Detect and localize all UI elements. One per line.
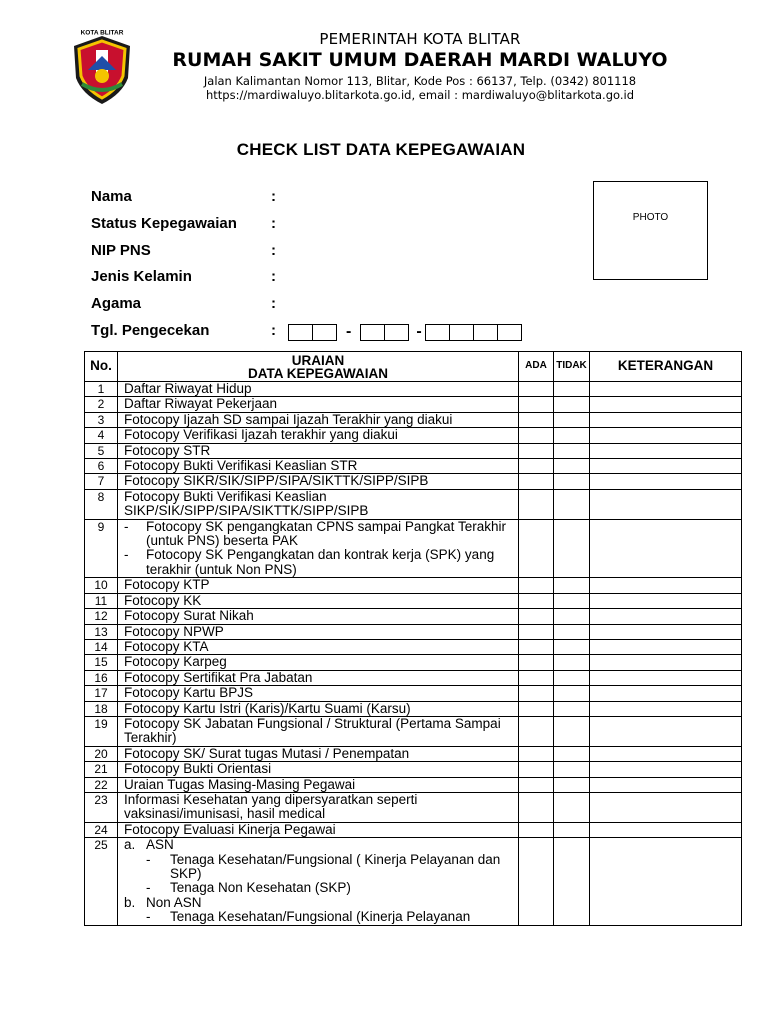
row-text: Fotocopy Sertifikat Pra Jabatan xyxy=(124,669,313,685)
ada-checkbox-cell[interactable] xyxy=(519,578,554,593)
tidak-checkbox-cell[interactable] xyxy=(554,838,590,925)
field-colon: : xyxy=(271,268,276,285)
field-colon: : xyxy=(271,242,276,259)
row-subitem xyxy=(124,853,518,882)
ada-checkbox-cell[interactable] xyxy=(519,777,554,792)
subitem-text: Fotocopy SK Pengangkatan dan kontrak kerja (SPK) yang terakhir (untuk Non PNS) xyxy=(146,547,495,577)
keterangan-cell[interactable] xyxy=(590,459,742,474)
row-number: 19 xyxy=(85,716,118,746)
row-number: 8 xyxy=(85,489,118,519)
field-label-nip: NIP PNS xyxy=(91,242,151,259)
subitem-text: Tenaga Non Kesehatan (SKP) xyxy=(170,880,351,896)
table-row xyxy=(85,686,742,701)
tidak-checkbox-cell[interactable] xyxy=(554,412,590,427)
photo-box xyxy=(593,181,708,280)
photo-label: PHOTO xyxy=(632,212,669,223)
row-description xyxy=(118,624,519,639)
keterangan-cell[interactable] xyxy=(590,443,742,458)
row-subitem xyxy=(124,881,518,895)
keterangan-cell[interactable] xyxy=(590,655,742,670)
row-number: 14 xyxy=(85,639,118,654)
tidak-checkbox-cell[interactable] xyxy=(554,716,590,746)
table-row xyxy=(85,459,742,474)
table-row xyxy=(85,838,742,925)
row-description xyxy=(118,701,519,716)
table-row xyxy=(85,397,742,412)
row-number: 24 xyxy=(85,822,118,837)
field-colon: : xyxy=(271,322,276,339)
keterangan-cell[interactable] xyxy=(590,397,742,412)
tidak-checkbox-cell[interactable] xyxy=(554,670,590,685)
ada-checkbox-cell[interactable] xyxy=(519,686,554,701)
row-text: Fotocopy Ijazah SD sampai Ijazah Terakhir yang diakui xyxy=(124,411,453,427)
row-number: 16 xyxy=(85,670,118,685)
keterangan-cell[interactable] xyxy=(590,822,742,837)
header-uraian xyxy=(118,352,519,382)
ada-checkbox-cell[interactable] xyxy=(519,609,554,624)
row-description xyxy=(118,397,519,412)
subitem-dash: - xyxy=(146,880,151,896)
field-colon: : xyxy=(271,188,276,205)
row-number: 15 xyxy=(85,655,118,670)
row-text: Fotocopy SK/ Surat tugas Mutasi / Penempatan xyxy=(124,745,410,761)
group-text: ASN xyxy=(146,837,174,853)
keterangan-cell[interactable] xyxy=(590,578,742,593)
tidak-checkbox-cell[interactable] xyxy=(554,519,590,578)
row-description xyxy=(118,474,519,489)
table-row xyxy=(85,701,742,716)
date-box[interactable] xyxy=(473,324,498,341)
ada-checkbox-cell[interactable] xyxy=(519,397,554,412)
row-number: 5 xyxy=(85,443,118,458)
header-keterangan: KETERANGAN xyxy=(590,352,742,382)
tidak-checkbox-cell[interactable] xyxy=(554,578,590,593)
row-description xyxy=(118,670,519,685)
row-number: 3 xyxy=(85,412,118,427)
row-description xyxy=(118,716,519,746)
header-no: No. xyxy=(85,352,118,382)
row-subitem xyxy=(124,910,518,924)
subitem-dash: - xyxy=(124,518,129,534)
keterangan-cell[interactable] xyxy=(590,639,742,654)
tidak-checkbox-cell[interactable] xyxy=(554,609,590,624)
tidak-checkbox-cell[interactable] xyxy=(554,777,590,792)
row-description xyxy=(118,792,519,822)
hospital-address: Jalan Kalimantan Nomor 113, Blitar, Kode Pos : 66137, Telp. (0342) 801118 xyxy=(203,74,637,88)
row-description xyxy=(118,578,519,593)
row-number: 18 xyxy=(85,701,118,716)
row-text: Fotocopy Bukti Verifikasi Keaslian STR xyxy=(124,458,358,474)
row-number: 7 xyxy=(85,474,118,489)
row-number: 10 xyxy=(85,578,118,593)
tidak-checkbox-cell[interactable] xyxy=(554,701,590,716)
ada-checkbox-cell[interactable] xyxy=(519,489,554,519)
table-row xyxy=(85,639,742,654)
row-description xyxy=(118,609,519,624)
row-text: Fotocopy KTP xyxy=(124,577,210,593)
row-description xyxy=(118,686,519,701)
row-number: 20 xyxy=(85,746,118,761)
keterangan-cell[interactable] xyxy=(590,489,742,519)
header-uraian-line1: URAIAN xyxy=(291,352,345,368)
keterangan-cell[interactable] xyxy=(590,593,742,608)
row-text: Fotocopy SK Jabatan Fungsional / Struktural (Pertama Sampai Terakhir) xyxy=(124,715,501,746)
date-box[interactable] xyxy=(384,324,409,341)
row-description xyxy=(118,443,519,458)
keterangan-cell[interactable] xyxy=(590,701,742,716)
header-ada: ADA xyxy=(519,352,554,382)
field-label-status: Status Kepegawaian xyxy=(91,215,237,232)
tidak-checkbox-cell[interactable] xyxy=(554,382,590,397)
row-description xyxy=(118,459,519,474)
row-description xyxy=(118,746,519,761)
government-name: PEMERINTAH KOTA BLITAR xyxy=(319,30,521,48)
letterhead xyxy=(150,30,690,102)
date-box[interactable] xyxy=(312,324,337,341)
ada-checkbox-cell[interactable] xyxy=(519,639,554,654)
ada-checkbox-cell[interactable] xyxy=(519,655,554,670)
tidak-checkbox-cell[interactable] xyxy=(554,443,590,458)
tidak-checkbox-cell[interactable] xyxy=(554,822,590,837)
tidak-checkbox-cell[interactable] xyxy=(554,746,590,761)
keterangan-cell[interactable] xyxy=(590,762,742,777)
subitem-dash: - xyxy=(124,547,129,563)
row-number: 9 xyxy=(85,519,118,578)
tidak-checkbox-cell[interactable] xyxy=(554,792,590,822)
row-text: Fotocopy Verifikasi Ijazah terakhir yang diakui xyxy=(124,427,398,443)
row-text: Fotocopy SIKR/SIK/SIPP/SIPA/SIKTTK/SIPP/SIPB xyxy=(124,473,429,489)
row-number: 22 xyxy=(85,777,118,792)
row-description xyxy=(118,838,519,925)
tidak-checkbox-cell[interactable] xyxy=(554,397,590,412)
ada-checkbox-cell[interactable] xyxy=(519,670,554,685)
tidak-checkbox-cell[interactable] xyxy=(554,686,590,701)
tidak-checkbox-cell[interactable] xyxy=(554,459,590,474)
subitem-text: Tenaga Kesehatan/Fungsional ( Kinerja Pelayanan dan SKP) xyxy=(170,851,501,881)
row-description xyxy=(118,489,519,519)
row-number: 21 xyxy=(85,762,118,777)
table-row xyxy=(85,474,742,489)
table-row xyxy=(85,792,742,822)
row-text: Fotocopy Bukti Verifikasi Keaslian SIKP/SIK/SIPP/SIPA/SIKTTK/SIPP/SIPB xyxy=(124,488,369,519)
keterangan-cell[interactable] xyxy=(590,382,742,397)
tidak-checkbox-cell[interactable] xyxy=(554,624,590,639)
tidak-checkbox-cell[interactable] xyxy=(554,639,590,654)
row-text: Fotocopy KTA xyxy=(124,638,209,654)
ada-checkbox-cell[interactable] xyxy=(519,762,554,777)
document-title: CHECK LIST DATA KEPEGAWAIAN xyxy=(236,140,526,159)
row-text: Fotocopy STR xyxy=(124,442,211,458)
ada-checkbox-cell[interactable] xyxy=(519,822,554,837)
row-number: 4 xyxy=(85,428,118,443)
hospital-web-email: https://mardiwaluyo.blitarkota.go.id, email : mardiwaluyo@blitarkota.go.id xyxy=(206,88,634,102)
ada-checkbox-cell[interactable] xyxy=(519,746,554,761)
table-row xyxy=(85,822,742,837)
date-box[interactable] xyxy=(360,324,385,341)
ada-checkbox-cell[interactable] xyxy=(519,519,554,578)
table-row xyxy=(85,670,742,685)
keterangan-cell[interactable] xyxy=(590,670,742,685)
group-text: Non ASN xyxy=(146,894,202,910)
table-row xyxy=(85,382,742,397)
row-number: 12 xyxy=(85,609,118,624)
row-text: Fotocopy Kartu Istri (Karis)/Kartu Suami (Karsu) xyxy=(124,700,411,716)
row-description xyxy=(118,519,519,578)
keterangan-cell[interactable] xyxy=(590,746,742,761)
table-row xyxy=(85,578,742,593)
date-box[interactable] xyxy=(497,324,522,341)
row-description xyxy=(118,593,519,608)
field-label-nama: Nama xyxy=(91,188,132,205)
table-row xyxy=(85,762,742,777)
row-description xyxy=(118,655,519,670)
ada-checkbox-cell[interactable] xyxy=(519,624,554,639)
row-text: Daftar Riwayat Pekerjaan xyxy=(124,396,278,412)
tidak-checkbox-cell[interactable] xyxy=(554,489,590,519)
row-text: Fotocopy Karpeg xyxy=(124,654,227,670)
keterangan-cell[interactable] xyxy=(590,624,742,639)
subitem-text: Tenaga Kesehatan/Fungsional (Kinerja Pelayanan xyxy=(170,909,471,925)
row-number: 6 xyxy=(85,459,118,474)
keterangan-cell[interactable] xyxy=(590,777,742,792)
row-number: 2 xyxy=(85,397,118,412)
group-label: b. xyxy=(124,894,136,910)
tidak-checkbox-cell[interactable] xyxy=(554,428,590,443)
table-row xyxy=(85,624,742,639)
keterangan-cell[interactable] xyxy=(590,716,742,746)
ada-checkbox-cell[interactable] xyxy=(519,459,554,474)
date-input-boxes xyxy=(288,323,522,341)
table-row xyxy=(85,489,742,519)
row-description xyxy=(118,428,519,443)
date-separator: - xyxy=(346,323,352,340)
row-group xyxy=(124,838,518,852)
ada-checkbox-cell[interactable] xyxy=(519,382,554,397)
ada-checkbox-cell[interactable] xyxy=(519,443,554,458)
row-text: Fotocopy KK xyxy=(124,592,202,608)
keterangan-cell[interactable] xyxy=(590,428,742,443)
table-row xyxy=(85,609,742,624)
keterangan-cell[interactable] xyxy=(590,412,742,427)
subitem-dash: - xyxy=(146,851,151,867)
ada-checkbox-cell[interactable] xyxy=(519,838,554,925)
row-text: Uraian Tugas Masing-Masing Pegawai xyxy=(124,776,356,792)
row-subitem xyxy=(124,520,518,549)
row-description xyxy=(118,639,519,654)
table-row xyxy=(85,746,742,761)
tidak-checkbox-cell[interactable] xyxy=(554,762,590,777)
row-number: 13 xyxy=(85,624,118,639)
row-subitem xyxy=(124,548,518,577)
hospital-name: RUMAH SAKIT UMUM DAERAH MARDI WALUYO xyxy=(172,49,668,71)
tidak-checkbox-cell[interactable] xyxy=(554,655,590,670)
table-row xyxy=(85,519,742,578)
header-tidak: TIDAK xyxy=(554,352,590,382)
ada-checkbox-cell[interactable] xyxy=(519,701,554,716)
row-number: 11 xyxy=(85,593,118,608)
row-text: Daftar Riwayat Hidup xyxy=(124,381,252,396)
keterangan-cell[interactable] xyxy=(590,838,742,925)
keterangan-cell[interactable] xyxy=(590,474,742,489)
table-row xyxy=(85,655,742,670)
date-separator: - xyxy=(416,323,422,340)
date-box[interactable] xyxy=(449,324,474,341)
ada-checkbox-cell[interactable] xyxy=(519,474,554,489)
city-emblem-logo xyxy=(66,26,138,106)
date-box[interactable] xyxy=(425,324,450,341)
field-label-tgl: Tgl. Pengecekan xyxy=(91,322,210,339)
header-uraian-line2: DATA KEPEGAWAIAN xyxy=(247,365,388,381)
row-number: 23 xyxy=(85,792,118,822)
ada-checkbox-cell[interactable] xyxy=(519,716,554,746)
field-colon: : xyxy=(271,215,276,232)
ada-checkbox-cell[interactable] xyxy=(519,428,554,443)
table-row xyxy=(85,777,742,792)
subitem-text: Fotocopy SK pengangkatan CPNS sampai Pangkat Terakhir (untuk PNS) beserta PAK xyxy=(146,518,506,549)
subitem-dash: - xyxy=(146,909,151,925)
date-box[interactable] xyxy=(288,324,313,341)
row-description xyxy=(118,822,519,837)
row-group xyxy=(124,896,518,910)
field-label-jenis-kelamin: Jenis Kelamin xyxy=(91,268,192,285)
row-text: Informasi Kesehatan yang dipersyaratkan seperti vaksinasi/imunisasi, hasil medical xyxy=(124,791,418,822)
row-text: Fotocopy Surat Nikah xyxy=(124,608,254,624)
table-row xyxy=(85,443,742,458)
row-text: Fotocopy Bukti Orientasi xyxy=(124,761,272,777)
checklist-table xyxy=(84,351,742,926)
row-number: 1 xyxy=(85,382,118,397)
logo-text: KOTA BLITAR xyxy=(80,29,124,37)
ada-checkbox-cell[interactable] xyxy=(519,412,554,427)
ada-checkbox-cell[interactable] xyxy=(519,792,554,822)
row-description xyxy=(118,412,519,427)
row-description xyxy=(118,762,519,777)
row-description xyxy=(118,382,519,397)
keterangan-cell[interactable] xyxy=(590,609,742,624)
row-text: Fotocopy Kartu BPJS xyxy=(124,685,254,701)
row-number: 25 xyxy=(85,838,118,925)
field-colon: : xyxy=(271,295,276,312)
keterangan-cell[interactable] xyxy=(590,519,742,578)
table-row xyxy=(85,412,742,427)
row-text: Fotocopy Evaluasi Kinerja Pegawai xyxy=(124,821,336,837)
table-row xyxy=(85,428,742,443)
keterangan-cell[interactable] xyxy=(590,792,742,822)
tidak-checkbox-cell[interactable] xyxy=(554,593,590,608)
ada-checkbox-cell[interactable] xyxy=(519,593,554,608)
row-text: Fotocopy NPWP xyxy=(124,623,224,639)
keterangan-cell[interactable] xyxy=(590,686,742,701)
row-number: 17 xyxy=(85,686,118,701)
tidak-checkbox-cell[interactable] xyxy=(554,474,590,489)
group-label: a. xyxy=(124,837,136,853)
table-row xyxy=(85,716,742,746)
row-description xyxy=(118,777,519,792)
field-label-agama: Agama xyxy=(91,295,142,312)
table-row xyxy=(85,593,742,608)
